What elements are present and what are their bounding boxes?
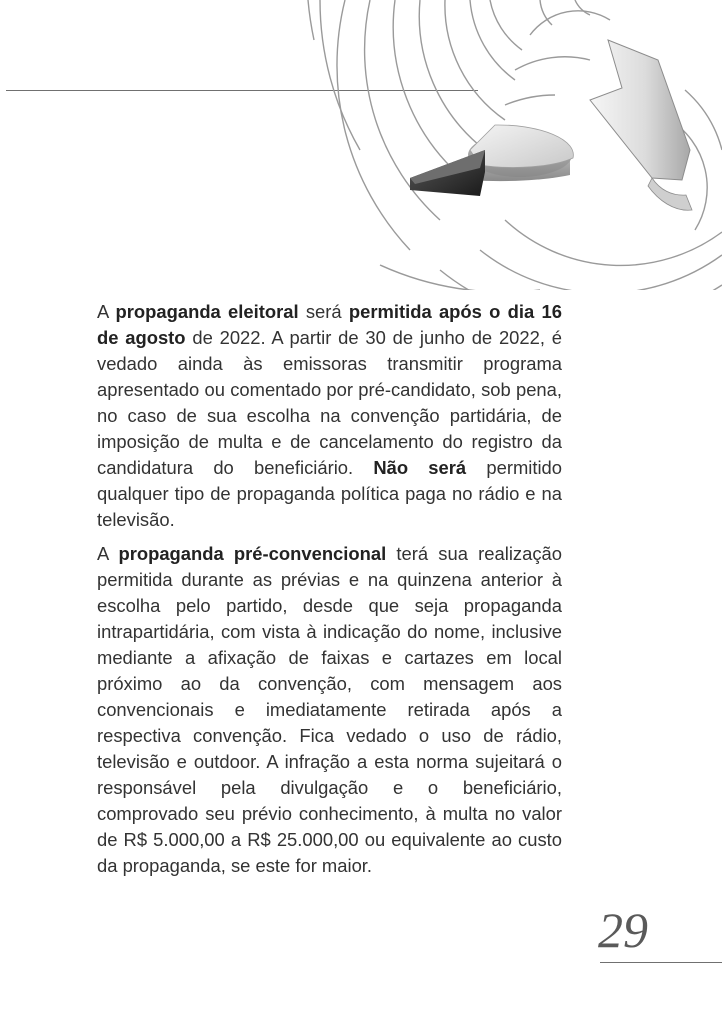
text-segment: A — [97, 543, 119, 564]
footer-rule — [600, 962, 722, 963]
bold-text-segment: permitida após o dia 16 de agosto — [97, 301, 562, 348]
paragraph-propaganda-pre-convencional — [97, 541, 562, 879]
bold-text-segment: propaganda eleitoral — [115, 301, 299, 322]
bold-text-segment: propaganda pré-convencional — [118, 543, 387, 564]
text-segment: será — [298, 301, 349, 322]
pie-chart-arrow-illustration — [290, 0, 722, 290]
text-segment: terá sua realização permitida durante as prévias e na quinzena anterior à escolha pelo partido, desde que seja propaganda intrapartidária, com vista à indicação do nome, inclusive mediante a afixação de faixas e cartazes em local próximo ao da convenção, com mensagem aos convencionais e imediatamente retirada após a respectiva convenção. Fica vedado o uso de rádio, televisão e outdoor. A infração a esta norma sujeitará o responsável pela divulgação e o beneficiário, comprovado seu prévio conhecimento, à multa no valor de R$ 5.000,00 a R$ 25.000,00 ou equivalente ao custo da propaganda, se este for maior. — [97, 543, 562, 876]
text-segment: de 2022. A partir de 30 de junho de 2022, é vedado ainda às emissoras transmitir programa apresentado ou comentado por pré-candidato, sob pena, no caso de sua escolha na convenção partidária, de imposição de multa e de cancelamento do registro da candidatura do beneficiário. — [97, 327, 562, 478]
page-number: 29 — [598, 902, 648, 958]
paragraph-propaganda-eleitoral — [97, 299, 562, 533]
arrow-graphic — [590, 40, 692, 210]
text-segment: A — [97, 301, 116, 322]
text-segment: permitido qualquer tipo de propaganda política paga no rádio e na televisão. — [97, 457, 562, 530]
bold-text-segment: Não será — [373, 457, 467, 478]
pie-graphic — [410, 125, 573, 196]
